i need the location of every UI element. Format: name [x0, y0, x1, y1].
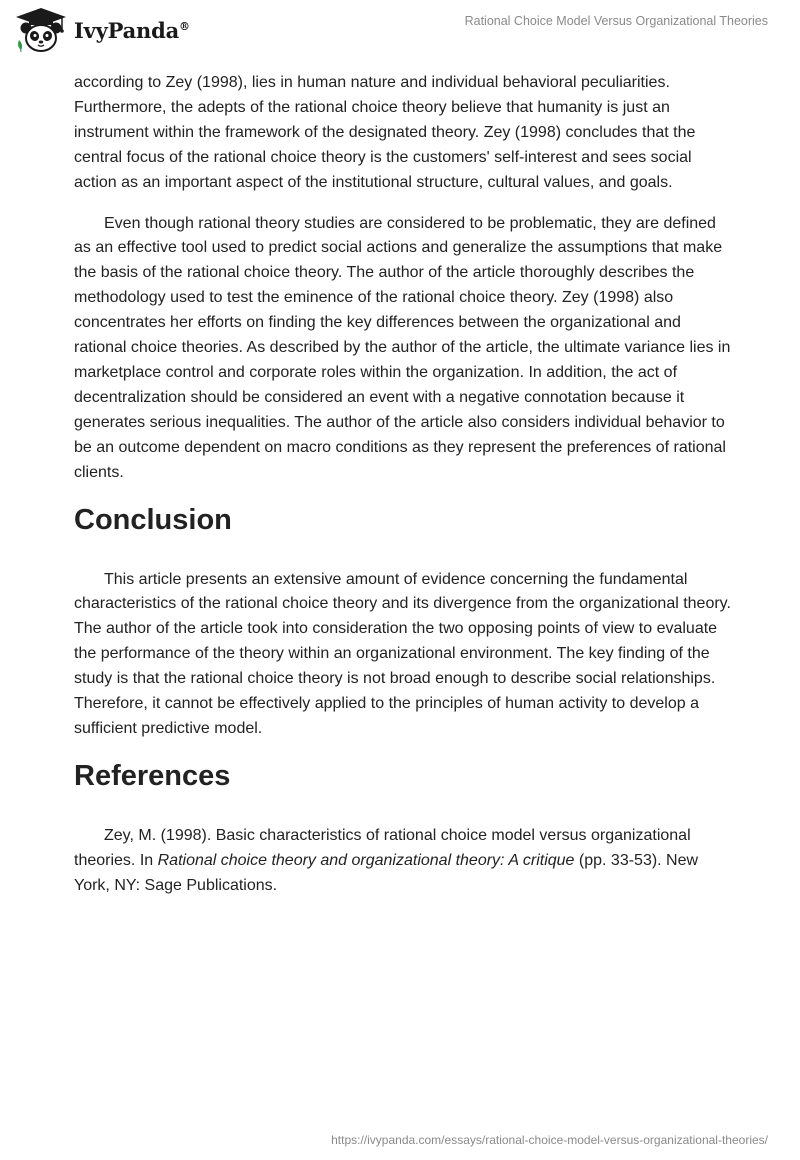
conclusion-heading: Conclusion [74, 503, 232, 536]
source-url[interactable]: https://ivypanda.com/essays/rational-choice-model-versus-organizational-theories/ [331, 1133, 768, 1147]
panda-graduate-icon [14, 6, 68, 54]
essay-body [74, 71, 734, 915]
page-header [0, 0, 800, 70]
registered-mark: ® [179, 19, 190, 33]
reference-publisher: (pp. 33-53). New York, NY: Sage Publications. [74, 851, 699, 894]
references-heading: References [74, 759, 231, 792]
paragraph-rational-theory: Even though rational theory studies are considered to be problematic, they are defined as an effective tool used to predict social actions and generalize the assumptions that make the basis of the rational choice theory. The author of the article thoroughly describes the methodology used to test the eminence of the rational choice theory. Zey (1998) also concentrates her efforts on finding the key differences between the organizational and rational choice theories. As described by the author of the article, the ultimate variance lies in marketplace control and corporate roles within the organization. In addition, the act of decentralization should be considered an event with a negative connotation because it generates serious inequalities. The author of the article also considers individual behavior to be an outcome dependent on macro conditions as they represent the preferences of rational clients. [74, 214, 731, 481]
running-title: Rational Choice Model Versus Organizational Theories [464, 14, 768, 28]
brand-name: IvyPanda® [74, 17, 190, 43]
reference-book-title: Rational choice theory and organizational theory: A critique [157, 851, 575, 869]
paragraph-continuation: according to Zey (1998), lies in human nature and individual behavioral peculiarities. Furthermore, the adepts of the rational choice theory believe that humanity is just an instrument within the framework of the designated theory. Zey (1998) concludes that the central focus of the rational choice theory is the customers' self-interest and sees social action as an important aspect of the institutional structure, cultural values, and goals. [74, 74, 696, 191]
reference-entry [74, 824, 734, 899]
reference-authors: Zey, M. (1998). Basic characteristics of rational choice model versus organizational theories. In [74, 826, 691, 869]
ivypanda-logo[interactable] [14, 6, 190, 54]
conclusion-paragraph: This article presents an extensive amount of evidence concerning the fundamental characteristics of the rational choice theory and its divergence from the organizational theory. The author of the article took into consideration the two opposing points of view to evaluate the performance of the theory within an organizational environment. The key finding of the study is that the rational choice theory is not broad enough to describe social relationships. Therefore, it cannot be effectively applied to the principles of human activity to develop a sufficient predictive model. [74, 570, 731, 737]
